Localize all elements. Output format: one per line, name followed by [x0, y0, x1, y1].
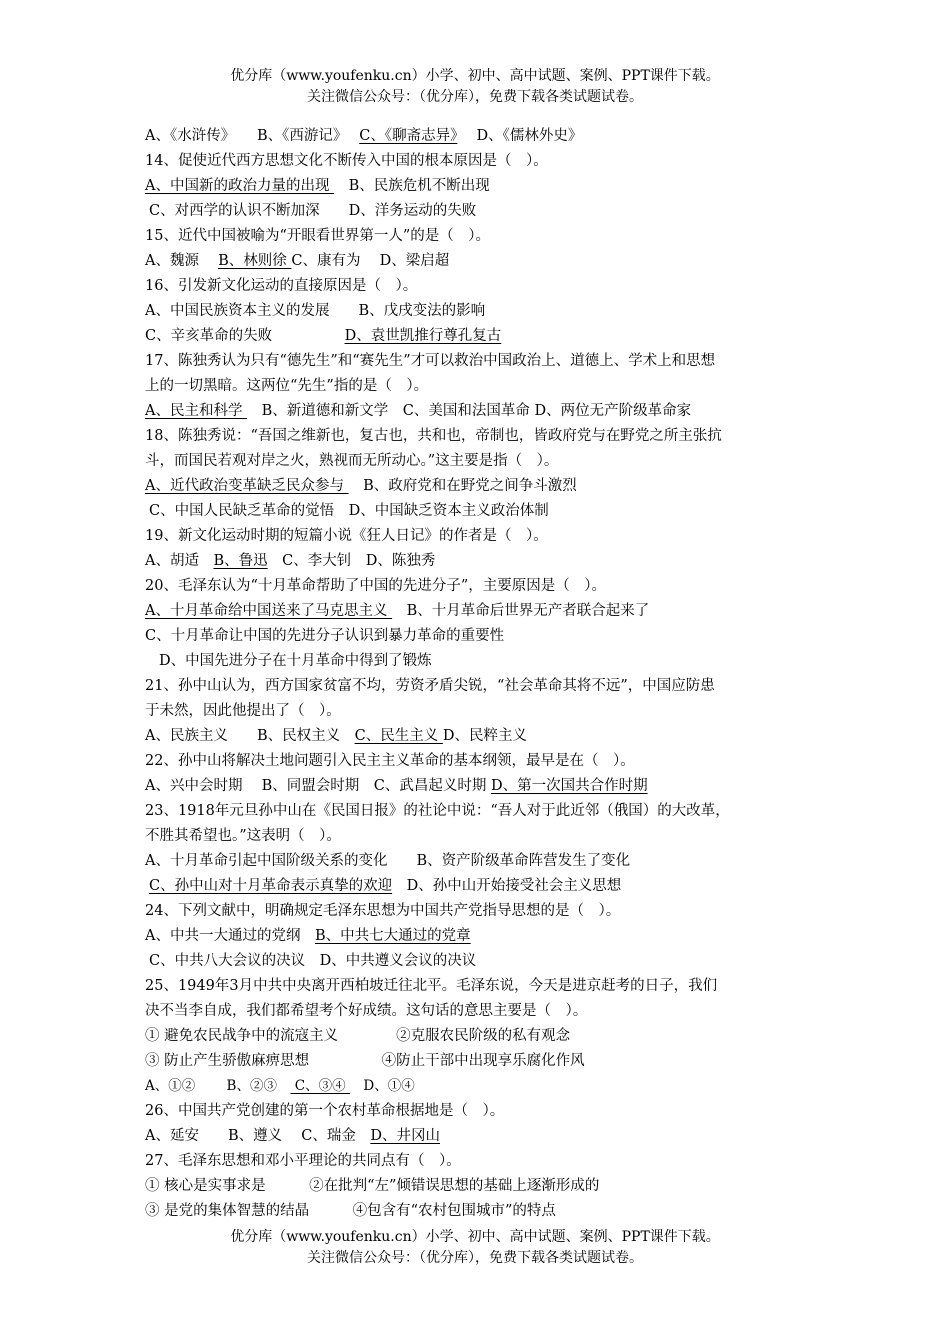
text-segment: B、政府党和在野党之间争斗激烈 [348, 478, 577, 494]
text-line [145, 449, 825, 474]
text-line [145, 499, 825, 524]
question-body [145, 124, 825, 1224]
text-segment: B、新道德和新文学 C、美国和法国革命 D、两位无产阶级革命家 [247, 403, 692, 419]
text-line [145, 849, 825, 874]
text-line [145, 699, 825, 724]
text-segment: D、民粹主义 [442, 728, 527, 744]
answer-underlined: C、《聊斋志异》 [359, 128, 458, 144]
page-footer [0, 1227, 950, 1269]
text-segment: 17、陈独秀认为只有“德先生”和“赛先生”才可以救治中国政治上、道德上、学术上和思想 [145, 353, 716, 369]
answer-underlined: B、鲁迅 [213, 553, 268, 569]
answer-underlined: B、林则徐 [218, 253, 292, 269]
text-segment: 27、毛泽东思想和邓小平理论的共同点有（ ）。 [145, 1153, 461, 1169]
answer-underlined: D、井冈山 [370, 1128, 440, 1144]
text-segment: A、中共一大通过的党纲 [145, 928, 315, 944]
answer-underlined: A、中国新的政治力量的出现 [145, 178, 335, 194]
text-line [145, 549, 825, 574]
text-line [145, 999, 825, 1024]
text-segment: 于未然，因此他提出了（ ）。 [145, 703, 341, 719]
text-line [145, 899, 825, 924]
text-line [145, 649, 825, 674]
text-segment: 决不当李自成，我们都希望考个好成绩。这句话的意思主要是（ ）。 [145, 1003, 588, 1019]
text-segment: 22、孙中山将解决土地问题引入民主主义革命的基本纲领，最早是在（ ）。 [145, 753, 635, 769]
text-line [145, 624, 825, 649]
text-line [145, 224, 825, 249]
text-segment: C、辛亥革命的失败 [145, 328, 345, 344]
answer-underlined: C、孙中山对十月革命表示真挚的欢迎 [149, 878, 393, 894]
text-segment: B、十月革命后世界无产者联合起来了 [392, 603, 650, 619]
text-line [145, 724, 825, 749]
text-segment: C、对西学的认识不断加深 D、洋务运动的失败 [149, 203, 477, 219]
text-segment: 上的一切黑暗。这两位“先生”指的是（ ）。 [145, 378, 429, 394]
header-line-2: 关注微信公众号：（优分库），免费下载各类试题试卷。 [307, 89, 643, 105]
text-line [145, 1149, 825, 1174]
text-line [145, 249, 825, 274]
text-line [145, 1199, 825, 1224]
text-line [145, 924, 825, 949]
text-segment: D、①④ [349, 1078, 415, 1094]
text-line [145, 1124, 825, 1149]
text-segment: ③ 是党的集体智慧的结晶 ④包含有“农村包围城市”的特点 [145, 1203, 556, 1219]
text-line [145, 749, 825, 774]
answer-underlined: C、③④ [290, 1078, 350, 1094]
text-line [145, 949, 825, 974]
answer-underlined: A、民主和科学 [145, 403, 248, 419]
text-segment: C、康有为 D、梁启超 [291, 253, 450, 269]
footer-line-1: 优分库（www.youfenku.cn）小学、初中、高中试题、案例、PPT课件下载。 [230, 1229, 720, 1245]
text-line [145, 1074, 825, 1099]
text-line [145, 124, 825, 149]
text-segment: C、李大钊 D、陈独秀 [267, 553, 436, 569]
text-segment: 15、近代中国被喻为“开眼看世界第一人”的是（ ）。 [145, 228, 491, 244]
text-segment: 23、1918年元旦孙中山在《民国日报》的社论中说：“吾人对于此近邻（俄国）的大改革， [145, 803, 730, 819]
text-segment: 24、下列文献中，明确规定毛泽东思想为中国共产党指导思想的是（ ）。 [145, 903, 621, 919]
text-segment: B、民族危机不断出现 [334, 178, 490, 194]
text-segment: A、延安 B、遵义 C、瑞金 [145, 1128, 371, 1144]
footer-line-2: 关注微信公众号：（优分库），免费下载各类试题试卷。 [307, 1250, 643, 1266]
text-segment: 18、陈独秀说：“吾国之维新也，复古也，共和也，帝制也，皆政府党与在野党之所主张抗 [145, 428, 722, 444]
text-segment: D、《儒林外史》 [457, 128, 583, 144]
text-line [145, 324, 825, 349]
header-line-1: 优分库（www.youfenku.cn）小学、初中、高中试题、案例、PPT课件下载。 [230, 68, 720, 84]
text-segment: 14、促使近代西方思想文化不断传入中国的根本原因是（ ）。 [145, 153, 548, 169]
answer-underlined: A、近代政治变革缺乏民众参与 [145, 478, 349, 494]
text-line [145, 599, 825, 624]
text-segment: ① 核心是实事求是 ②在批判“左”倾错误思想的基础上逐渐形成的 [145, 1178, 600, 1194]
text-line [145, 1174, 825, 1199]
text-line [145, 299, 825, 324]
text-segment: 21、孙中山认为，西方国家贫富不均，劳资矛盾尖锐，“社会革命其将不远”，中国应防患 [145, 678, 715, 694]
text-segment: C、中共八大会议的决议 D、中共遵义会议的决议 [149, 953, 477, 969]
text-line [145, 799, 825, 824]
text-segment: A、①② B、②③ [145, 1078, 291, 1094]
text-line [145, 174, 825, 199]
answer-underlined: D、袁世凯推行尊孔复古 [344, 328, 502, 344]
text-segment: A、胡适 [145, 553, 214, 569]
text-line [145, 824, 825, 849]
text-segment: D、孙中山开始接受社会主义思想 [392, 878, 622, 894]
text-segment: 16、引发新文化运动的直接原因是（ ）。 [145, 278, 418, 294]
text-segment: A、魏源 [145, 253, 219, 269]
text-line [145, 1099, 825, 1124]
answer-underlined: D、第一次国共合作时期 [490, 778, 648, 794]
text-line [145, 974, 825, 999]
text-line [145, 1024, 825, 1049]
answer-underlined: A、十月革命给中国送来了马克思主义 [145, 603, 393, 619]
answer-underlined: B、中共七大通过的党章 [314, 928, 471, 944]
answer-underlined: C、民生主义 [354, 728, 443, 744]
text-segment: A、兴中会时期 B、同盟会时期 C、武昌起义时期 [145, 778, 491, 794]
text-segment: 20、毛泽东认为“十月革命帮助了中国的先进分子”，主要原因是（ ）。 [145, 578, 607, 594]
text-line [145, 574, 825, 599]
text-line [145, 474, 825, 499]
text-segment: A、《水浒传》 B、《西游记》 [145, 128, 360, 144]
text-line [145, 349, 825, 374]
text-segment: 19、新文化运动时期的短篇小说《狂人日记》的作者是（ ）。 [145, 528, 548, 544]
text-line [145, 1049, 825, 1074]
text-segment: A、十月革命引起中国阶级关系的变化 B、资产阶级革命阵营发生了变化 [145, 853, 631, 869]
text-line [145, 424, 825, 449]
text-line [145, 774, 825, 799]
text-line [145, 524, 825, 549]
text-segment: 斗，而国民若观对岸之火，熟视而无所动心。”这主要是指（ ）。 [145, 453, 559, 469]
text-segment: C、十月革命让中国的先进分子认识到暴力革命的重要性 [145, 628, 505, 644]
page-header [0, 66, 950, 108]
text-line [145, 374, 825, 399]
text-line [145, 399, 825, 424]
text-segment: 25、1949年3月中共中央离开西柏坡迁往北平。毛泽东说，今天是进京赶考的日子，我们 [145, 978, 718, 994]
text-segment: ① 避免农民战争中的流寇主义 ②克服农民阶级的私有观念 [145, 1028, 571, 1044]
text-segment: A、中国民族资本主义的发展 B、戊戌变法的影响 [145, 303, 486, 319]
text-segment: ③ 防止产生骄傲麻痹思想 ④防止干部中出现享乐腐化作风 [145, 1053, 585, 1069]
text-line [145, 874, 825, 899]
text-line [145, 149, 825, 174]
text-segment: 不胜其希望也。”这表明（ ）。 [145, 828, 341, 844]
text-line [145, 274, 825, 299]
text-segment: 26、中国共产党创建的第一个农村革命根据地是（ ）。 [145, 1103, 505, 1119]
text-segment: D、中国先进分子在十月革命中得到了锻炼 [159, 653, 432, 669]
text-segment: A、民族主义 B、民权主义 [145, 728, 355, 744]
text-line [145, 199, 825, 224]
text-segment: C、中国人民缺乏革命的觉悟 D、中国缺乏资本主义政治体制 [149, 503, 549, 519]
text-line [145, 674, 825, 699]
